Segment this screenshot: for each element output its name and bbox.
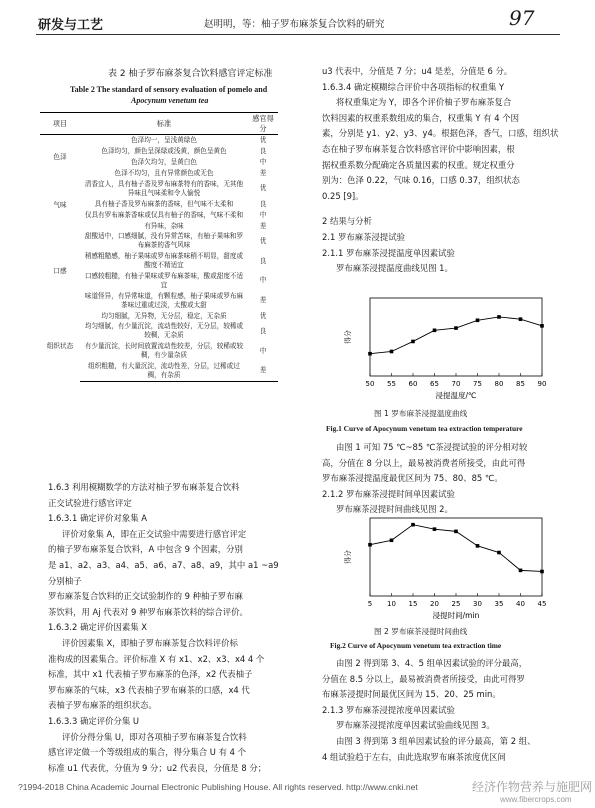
score-level-cell: 差 — [259, 296, 267, 305]
paragraph-line: 罗布麻茶复合饮料的正交试验制作的 9 种柚子罗布麻 — [48, 591, 243, 602]
standard-cell: 有异味，杂味 — [144, 221, 184, 230]
paragraph-line: 由图 1 可知 75 ℃~85 ℃茶浸提试验的评分相对较 — [336, 442, 528, 452]
subsection-heading: 1.6.3.1 确定评价对象集 A — [48, 513, 147, 524]
x-tick-label: 90 — [537, 380, 547, 388]
score-level-cell: 优 — [259, 236, 267, 245]
figure-1-chart — [340, 292, 555, 404]
table-header-row — [40, 113, 278, 135]
watermark-url: www.fibercrops.com — [500, 795, 572, 804]
score-level-cell: 良 — [259, 326, 267, 335]
figure-2-chart — [340, 512, 555, 624]
x-tick-label: 30 — [473, 600, 482, 608]
table-caption-en: Table 2 The standard of sensory evaluation of pomelo and — [70, 85, 268, 94]
x-tick-label: 60 — [408, 380, 418, 388]
data-point — [411, 340, 415, 344]
standard-cell: 组织粗糙，有大量沉淀，流动性差，分层，过稀或过稠，有杂质 — [80, 361, 248, 381]
paragraph-line: 高，分值在 8 分以上，最易被消费者所接受，由此可得 — [322, 457, 526, 468]
x-tick-label: 20 — [430, 600, 439, 608]
score-level-cell: 良 — [259, 256, 267, 265]
paragraph-line: 素，分别是 y1、y2、y3、y4。根据色泽，香气，口感，组织状 — [322, 128, 559, 139]
data-point — [433, 527, 437, 531]
data-point — [454, 326, 458, 330]
table-row — [40, 135, 278, 146]
item-cell: 组织状态 — [46, 341, 74, 350]
score-level-cell: 良 — [259, 147, 267, 156]
standard-cell: 口感较粗糙，有柚子果味或罗布麻茶味，酸或甜度不适宜 — [84, 272, 244, 289]
data-point — [390, 538, 394, 542]
data-point — [519, 317, 523, 321]
header-standard: 标准 — [80, 113, 248, 135]
x-tick-label: 5 — [367, 600, 373, 608]
paragraph-line: 茶饮料，用 Aj 代表对 9 种罗布麻茶饮料的综合评价。 — [48, 606, 248, 617]
paragraph-line: 的柚子罗布麻茶复合饮料，A 中包含 9 个因素，分别 — [48, 544, 243, 555]
data-point — [497, 315, 501, 319]
paragraph-line: 标准 u1 代表优，分值为 9 分；u2 代表良，分值是 8 分； — [48, 762, 267, 773]
item-cell: 口感 — [53, 266, 67, 275]
paragraph-line: 由图 2 得到第 3、4、5 组单因素试验的评分最高， — [336, 658, 528, 668]
header-rule — [36, 34, 560, 35]
score-level-cell: 优 — [259, 136, 267, 145]
page-number: 97 — [509, 6, 535, 30]
section-heading: 2.1 罗布麻茶浸提试验 — [322, 231, 405, 242]
score-level-cell: 优 — [259, 311, 267, 320]
subsection-heading: 2.1.2 罗布麻茶浸提时间单因素试验 — [322, 488, 455, 499]
table-row — [40, 231, 278, 251]
standard-cell: 均匀细腻，无异物，无分层，稳定，无杂质 — [101, 311, 227, 320]
table-caption-cn: 表 2 柚子罗布麻茶复合饮料感官评定标准 — [108, 69, 273, 79]
score-level-cell: 差 — [259, 169, 267, 178]
x-axis-label: 浸提时间/min — [432, 611, 480, 620]
table-caption-en-species: Apocynum venetum tea — [131, 96, 209, 105]
journal-name: 研发与工艺 — [38, 18, 104, 33]
item-cell: 气味 — [53, 200, 67, 209]
x-tick-label: 50 — [365, 380, 375, 388]
paragraph-line: u3 代表中，分值是 7 分；u4 是差，分值是 6 分。 — [322, 66, 513, 76]
score-level-cell: 差 — [248, 361, 278, 381]
x-tick-label: 40 — [516, 600, 525, 608]
paragraph-line: 将权重集定为 Y，即各个评价柚子罗布麻茶复合 — [336, 97, 512, 108]
x-tick-label: 15 — [408, 600, 418, 608]
paragraph-line: 罗布麻茶浸提时间曲线见图 2。 — [336, 504, 453, 515]
section-heading: 2 结果与分析 — [322, 216, 372, 227]
standard-cell: 清香宜人，具有柚子香及罗布麻茶特有的香味，无其他异味且气味柔和令人愉悦 — [84, 180, 244, 197]
data-point — [476, 544, 480, 548]
table-row — [40, 311, 278, 322]
subsection-heading: 2.1.1 罗布麻茶浸提温度单因素试验 — [322, 247, 455, 258]
paragraph-line: 罗布麻茶浸提温度最优区间为 75、80、85 ℃。 — [322, 473, 503, 484]
paragraph-line: 罗布麻茶的气味，x3 代表柚子罗布麻茶的口感，x4 代 — [48, 684, 250, 695]
sensory-standard-table — [40, 112, 278, 382]
item-cell: 色泽 — [53, 152, 67, 161]
x-tick-label: 85 — [516, 380, 525, 388]
paragraph-line: 分值在 8.5 分以上，最易被消费者所接受，由此可得罗 — [322, 673, 525, 684]
right-column-top — [322, 64, 562, 277]
paragraph-line: 评价对象集 A，即在正交试验中需要进行感官评定 — [62, 528, 247, 539]
data-point — [540, 324, 544, 328]
paragraph-line: 准构成的因素集合。评价标准 X 有 x1、x2、x3、x4 4 个 — [48, 653, 265, 664]
x-tick-label: 45 — [537, 600, 547, 608]
score-level-cell: 差 — [259, 221, 267, 230]
subsection-heading: 1.6.3.4 确定模糊综合评价中各项指标的权重集 Y — [322, 81, 505, 92]
paragraph-line: 感官评定做一个等级组成的集合，得分集合 U 有 4 个 — [48, 747, 246, 758]
table-row — [40, 179, 278, 199]
x-tick-label: 35 — [494, 600, 504, 608]
data-point — [476, 318, 480, 322]
score-level-cell: 中 — [259, 346, 267, 355]
watermark-cn: 经济作物营养与施肥网 — [472, 780, 593, 794]
standard-cell: 具有柚子香及罗布麻茶的香味，但气味不太柔和 — [94, 199, 234, 208]
figure-2-caption-cn: 图 2 罗布麻茶浸提时间曲线 — [374, 627, 468, 636]
standard-cell: 有少量沉淀，长时间放置流动性较差，分层，较稀或较稠，有少量杂质 — [84, 342, 244, 360]
paragraph-line: 饮料因素的权重系数组成的集合，权重集 Y 有 4 个因 — [322, 112, 519, 123]
standard-cell: 仅具有罗布麻茶香味或仅具有柚子的香味，气味不柔和 — [84, 210, 244, 219]
data-point — [519, 569, 523, 573]
header-item: 项目 — [40, 113, 80, 135]
x-tick-label: 75 — [473, 380, 482, 388]
x-tick-label: 25 — [451, 600, 461, 608]
plot-frame — [370, 298, 542, 376]
paragraph-line: 标准，其中 x1 代表柚子罗布麻茶的色泽，x2 代表柚子 — [48, 669, 253, 680]
standard-cell: 色泽欠均匀，呈黄白色 — [131, 158, 197, 167]
standard-cell: 味道怪异，有异常味道，有颗粒感，柚子果味或罗布麻茶味过重或过淡，太酸或太甜 — [84, 291, 244, 309]
running-title: 赵明明，等：柚子罗布麻茶复合饮料的研究 — [204, 19, 385, 30]
data-point — [411, 523, 415, 527]
standard-cell: 稍感粗糙感，柚子果味或罗布麻茶味稍不明显，甜度或酸度不精适宜 — [84, 252, 244, 270]
y-axis-label: 得分 — [344, 330, 352, 344]
x-tick-label: 65 — [430, 380, 439, 388]
header-score: 感官得分 — [248, 113, 278, 135]
standard-cell: 色泽均一，呈浅黄绿色 — [131, 136, 197, 145]
paragraph-line: 由图 3 得到第 3 组单因素试验的评分最高，第 2 组、 — [336, 735, 536, 746]
x-tick-label: 80 — [494, 380, 504, 388]
right-column-mid — [322, 440, 562, 518]
standard-cell: 均匀细腻，有少量沉淀，流动性较好，无分层，较稀或较稠，无杂质 — [84, 322, 244, 340]
paragraph-line: 别为：色泽 0.22，气味 0.16，口感 0.37，组织状态 — [322, 175, 520, 186]
score-level-cell: 良 — [259, 199, 267, 208]
subsection-heading: 1.6.3.3 确定评价分集 U — [48, 715, 140, 726]
data-point — [540, 570, 544, 574]
paragraph-line: 是 a1、a2、a3、a4、a5、a6、a7、a8、a9，其中 a1 ~a9 分别柚子 — [48, 559, 279, 586]
x-tick-label: 55 — [387, 380, 396, 388]
score-level-cell: 中 — [259, 210, 267, 219]
paragraph-line: 评价分得分集 U，即对各项柚子罗布麻茶复合饮料 — [62, 731, 247, 742]
paragraph-line: 评价因素集 X，即柚子罗布麻茶复合饮料评价标 — [62, 637, 238, 648]
standard-cell: 色泽均匀，颜色呈深绿或浅黄，颜色呈黄色 — [101, 147, 227, 156]
paragraph-line: 态在柚子罗布麻茶复合饮料感官评价中影响因素，根 — [322, 143, 515, 154]
x-axis-label: 浸提温度/℃ — [435, 391, 477, 400]
paragraph-line: 罗布麻茶浸提温度曲线见图 1。 — [336, 263, 453, 274]
paragraph-line: 据权重系数分配确定各质量因素的权重。规定权重分 — [322, 159, 515, 170]
x-tick-label: 10 — [387, 600, 396, 608]
data-point — [390, 350, 394, 354]
y-axis-label: 得分 — [344, 550, 352, 564]
standard-cell: 色泽不均匀，且有异常颜色或无色 — [114, 169, 214, 178]
paragraph-line: 表柚子罗布麻茶的组织状态。 — [48, 700, 157, 711]
subsection-heading: 1.6.3.2 确定评价因素集 X — [48, 622, 147, 633]
paragraph-line: 4 组试验趋于左右，由此选取罗布麻茶浓度优区间 — [322, 751, 506, 762]
data-point — [368, 543, 372, 547]
figure-2-caption-en: Fig.2 Curve of Apocynum venetum tea extraction time — [330, 641, 502, 650]
section-heading: 1.6.3 利用模糊数学的方法对柚子罗布麻茶复合饮料 — [48, 482, 240, 492]
figure-1-caption-en: Fig.1 Curve of Apocynum venetum tea extraction temperature — [326, 424, 523, 433]
section-heading-cont: 正交试验进行感官评定 — [48, 497, 132, 508]
subsection-heading: 2.1.3 罗布麻茶浸提浓度单因素试验 — [322, 704, 455, 715]
score-level-cell: 中 — [259, 158, 267, 167]
paragraph-line: 布麻茶浸提时间最优区间为 15、20、25 min。 — [322, 689, 501, 700]
score-level-cell: 优 — [259, 184, 267, 193]
copyright-footer: ?1994-2018 China Academic Journal Electronic Publishing House. All rights reserved. http://www.cnki.net — [18, 782, 418, 792]
data-point — [433, 329, 437, 333]
standard-cell: 甜酸适中，口感细腻，没有异常苦味，有柚子果味和罗布麻茶的香气风味 — [84, 232, 244, 250]
series-line — [370, 317, 542, 354]
paragraph-line: 罗布麻茶浸提浓度单因素试验曲线见图 3。 — [336, 720, 495, 731]
x-tick-label: 70 — [451, 380, 461, 388]
data-point — [497, 551, 501, 555]
score-level-cell: 中 — [259, 276, 267, 285]
paragraph-line: 0.25 [9]。 — [322, 190, 364, 201]
data-point — [454, 530, 458, 534]
right-column-bottom — [322, 656, 562, 765]
left-column — [48, 480, 284, 776]
data-point — [368, 352, 372, 356]
figure-1-caption-cn: 图 1 罗布麻茶浸提温度曲线 — [374, 409, 468, 418]
